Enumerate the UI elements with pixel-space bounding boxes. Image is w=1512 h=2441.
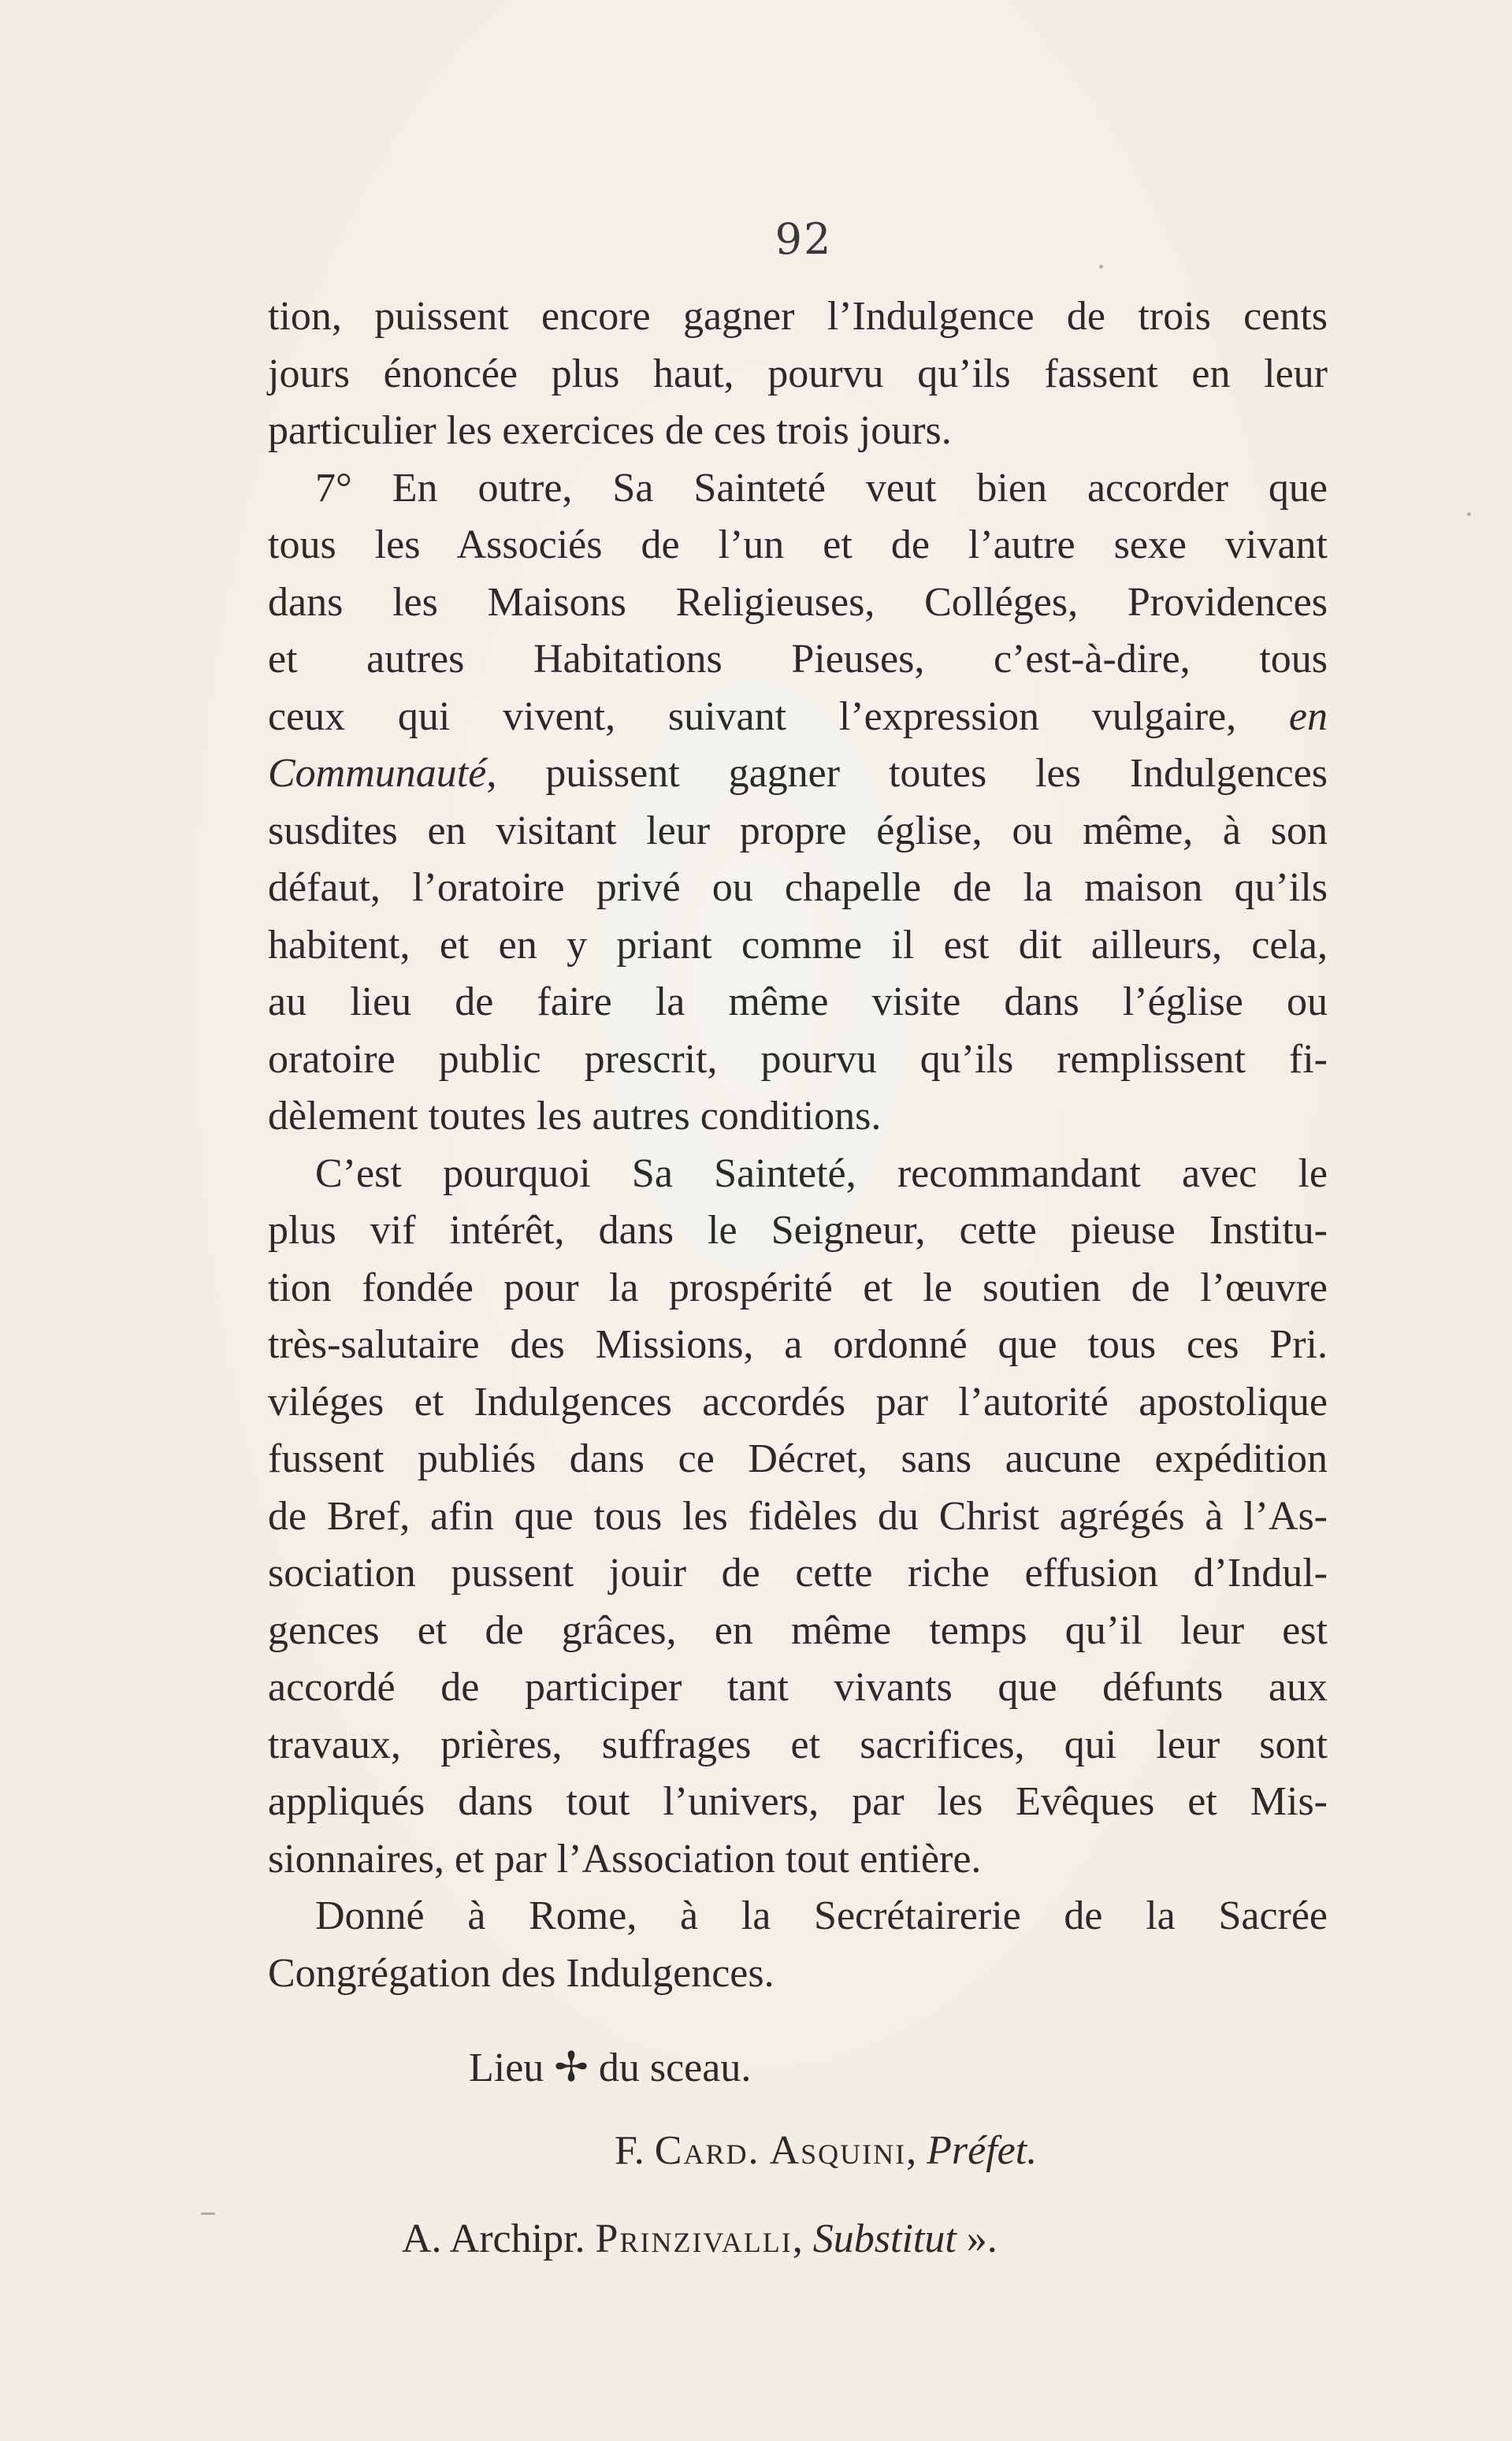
text-line: dans les Maisons Religieuses, Colléges, Providences bbox=[268, 579, 1328, 625]
paper-speck bbox=[201, 2213, 215, 2215]
paper-speck bbox=[1467, 512, 1471, 516]
text-line: habitent, et en y priant comme il est dit ailleurs, cela, bbox=[268, 922, 1328, 968]
text-line: sociation pussent jouir de cette riche effusion d’Indul- bbox=[268, 1551, 1328, 1596]
page-body bbox=[268, 288, 1328, 2268]
text-line: tion fondée pour la prospérité et le soutien de l’œuvre bbox=[268, 1265, 1328, 1310]
text-line: défaut, l’oratoire privé ou chapelle de la maison qu’ils bbox=[268, 865, 1328, 910]
text-line: tous les Associés de l’un et de l’autre sexe vivant bbox=[268, 522, 1328, 567]
substitute-initial: A. Archipr. bbox=[402, 2216, 585, 2261]
seal-line: Lieu ✢ du sceau. bbox=[469, 2045, 752, 2090]
text-line: viléges et Indulgences accordés par l’autorité apostolique bbox=[268, 1379, 1328, 1425]
paper-speck bbox=[1099, 265, 1103, 269]
text-line: Congrégation des Indulgences. bbox=[268, 1950, 775, 1996]
prefect-name: Card. Asquini bbox=[654, 2127, 907, 2173]
text-line: et autres Habitations Pieuses, c’est-à-dire, tous bbox=[268, 637, 1328, 682]
substitute-name: Prinzivalli bbox=[595, 2216, 793, 2261]
text-line: oratoire public prescrit, pourvu qu’ils remplissent fi- bbox=[268, 1036, 1328, 1082]
text-line: au lieu de faire la même visite dans l’église ou bbox=[268, 979, 1328, 1024]
prefect-initial: F. bbox=[615, 2127, 645, 2173]
paragraph-start-line: Donné à Rome, à la Secrétairerie de la Sacrée bbox=[315, 1893, 1328, 1938]
text-line: très-salutaire des Missions, a ordonné que tous ces Pri. bbox=[268, 1322, 1328, 1367]
text-line: particulier les exercices de ces trois jours. bbox=[268, 408, 952, 453]
text-line: appliqués dans tout l’univers, par les Evêques et Mis- bbox=[268, 1779, 1328, 1824]
text-line: dèlement toutes les autres conditions. bbox=[268, 1094, 882, 1139]
paragraph-start-line: 7° En outre, Sa Sainteté veut bien accorder que bbox=[315, 465, 1328, 511]
prefect-role: Préfet. bbox=[927, 2127, 1038, 2173]
paragraph-start-line: C’est pourquoi Sa Sainteté, recommandant avec le bbox=[315, 1150, 1328, 1196]
text-line: accordé de participer tant vivants que défunts aux bbox=[268, 1665, 1328, 1710]
text-line: susdites en visitant leur propre église, ou même, à son bbox=[268, 808, 1328, 853]
substitute-role: Substitut bbox=[812, 2216, 957, 2261]
text-line: Communauté, puissent gagner toutes les Indulgences bbox=[268, 751, 1328, 796]
text-line: jours énoncée plus haut, pourvu qu’ils fassent en leur bbox=[268, 351, 1328, 396]
italic-word: Communauté bbox=[268, 751, 487, 796]
closing-quote: ». bbox=[966, 2216, 997, 2261]
text-line: fussent publiés dans ce Décret, sans aucune expédition bbox=[268, 1436, 1328, 1481]
page-number: 92 bbox=[775, 214, 833, 264]
text-line: gences et de grâces, en même temps qu’il leur est bbox=[268, 1607, 1328, 1653]
text-line: tion, puissent encore gagner l’Indulgence de trois cents bbox=[268, 294, 1328, 339]
italic-word: en bbox=[1288, 693, 1328, 739]
text-line: travaux, prières, suffrages et sacrifices, qui leur sont bbox=[268, 1722, 1328, 1767]
text-line: ceux qui vivent, suivant l’expression vulgaire, en bbox=[268, 693, 1328, 739]
substitute-signature: A. Archipr. Prinzivalli, Substitut ». bbox=[402, 2216, 997, 2261]
text-line: sionnaires, et par l’Association tout entière. bbox=[268, 1836, 982, 1882]
text-line: plus vif intérêt, dans le Seigneur, cette pieuse Institu- bbox=[268, 1208, 1328, 1253]
text-line: de Bref, afin que tous les fidèles du Christ agrégés à l’As- bbox=[268, 1493, 1328, 1539]
prefect-signature: F. Card. Asquini, Préfet. bbox=[615, 2127, 1038, 2173]
